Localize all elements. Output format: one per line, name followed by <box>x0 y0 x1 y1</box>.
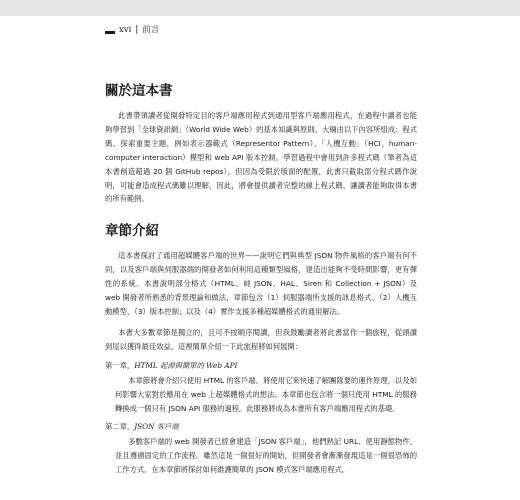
chapter-2-title: JSON 客戶端 <box>134 422 179 432</box>
header-rule <box>105 31 115 34</box>
chapters-intro-paragraph-2: 本書大多數章節是獨立的，且可不按順序閱讀，但我鼓勵讀者將此書當作一個旅程，從頭讀到尾以獲得最佳效益。這裡簡單介紹一下此旅程將如何展開： <box>105 327 417 351</box>
chapter-2-label: 第二章， <box>105 422 135 432</box>
about-book-heading: 關於這本書 <box>105 83 173 99</box>
chapter-1-description: 本章節將會介紹只使用 HTML 的客戶端。將使用它來快速了解團隊要的運作原理，以及如何影響大家對於應用在 web 上超媒體格式的想法。本章節也包含將一個只使用 HTML 的服務轉換成一個只有 JSON API 服務的過程。此服務將成為本書所有客戶端應用程式的基礎。 <box>115 375 417 413</box>
chapters-intro-paragraph-1: 這本書探討了通用超媒體客戶端的世界——說明它們與典型 JSON 物件風格的客戶端有何不同，以及客戶端與伺服器端的開發者如何利用這種類型風格，建造出能夠不受時間影響，更有彈性的系統。本書說明部分格式（HTML、純 JSON、HAL、Siren 和 Collection + JSON）及 web 開發者所熟悉的背景理論和做法，章節包含（1）伺服器端所支援的訊息格式、（2）人機互動模型、（3）版本控制；以及（4）實作支援多種超媒體格式的通用解法。 <box>105 251 417 316</box>
running-header <box>105 18 417 35</box>
chapter-1-title: HTML 起源與簡單的 Web API <box>134 360 238 370</box>
chapter-1-heading <box>105 360 417 371</box>
book-page <box>105 18 417 477</box>
about-book-paragraph: 此書帶領讀者從開發特定目的客戶端應用程式到通用型客戶端應用程式，在過程中讀者也能夠學習到「全球資訊網」（World Wide Web）的基本知識與原則。大綱由以下內容所組成：程式碼、探索重要主題，例如表示器範式（Representor Pattern）、「人機互動」（HCI，human-computer interaction）模型和 web API 版本控制。學習過程中會用到許多程式碼（筆者為這本書創造超過 20 個 GitHub repos），但因為受限於版面的配置，此書只截取部分程式碼作說明，可能會造成程式碼難以理解，因此，將會提供讀者完整的線上程式碼，讓讀者能夠取得本書的所有範例。 <box>105 111 417 204</box>
chapter-1-label: 第一章， <box>105 360 135 370</box>
chapters-intro-heading: 章節介紹 <box>105 223 159 240</box>
chapter-2-heading <box>105 421 417 432</box>
top-toolbar-strip <box>0 0 520 16</box>
header-section: 前言 <box>142 25 160 35</box>
chapter-2-description: 多數客戶端的 web 開發者已經會建造「JSON 客戶端」，他們熟記 URL、使用靜態物件，並且遵循固定的工作流程。雖然這是一個很好的開始，但開發者會漸漸發現這是一個很恐怖的工作方式。在本章節將探討如何維護簡單的 JSON 模式客戶端應用程式。 <box>115 437 417 475</box>
page-number: xvi <box>119 25 132 35</box>
header-separator: | <box>135 25 139 35</box>
